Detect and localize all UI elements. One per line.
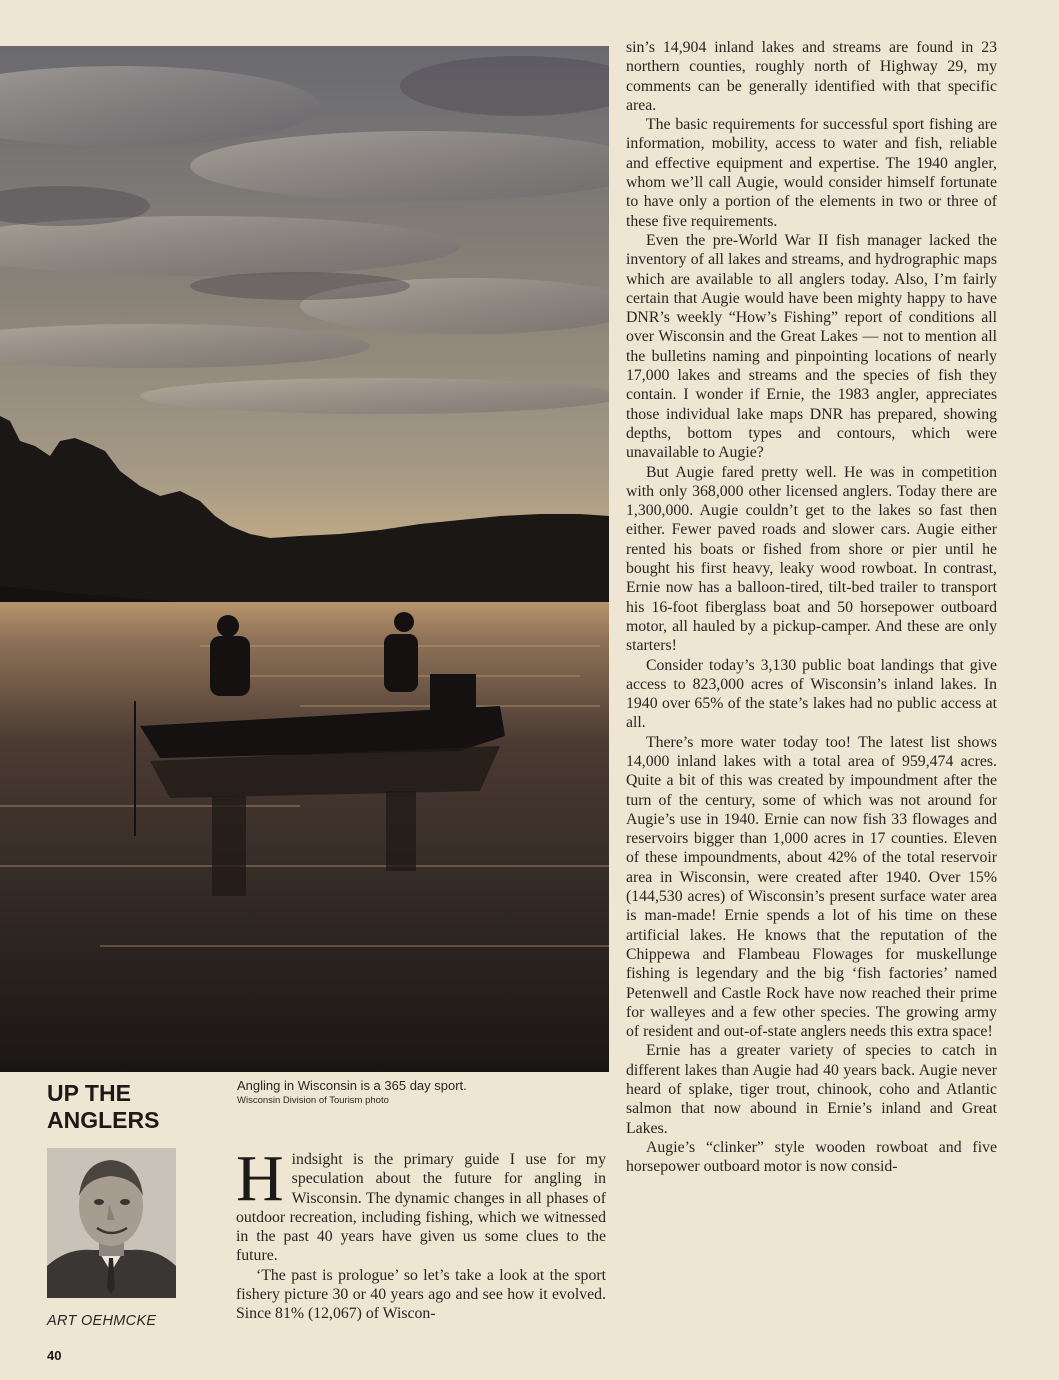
- paragraph: The basic requirements for successful sport fishing are information, mobility, access to water and fish, reliable and effective equipment and expertise. The 1940 angler, whom we’ll call Augie, would consider himself fortunate to have only a portion of the elements in two or three of these five requirements.: [626, 116, 997, 230]
- article-title-line1: UP THE: [47, 1080, 131, 1106]
- drop-cap: H: [236, 1142, 284, 1215]
- article-title-line2: ANGLERS: [47, 1107, 160, 1133]
- author-portrait: [47, 1148, 176, 1298]
- lead-paragraph-text: indsight is the primary guide I use for my speculation about the future for angling in Wisconsin. The dynamic changes in all phases of outdoor recreation, including fishing, which we witnessed in the past 40 years have given us some clues to the future.: [236, 1151, 606, 1265]
- paragraph: Even the pre-World War II fish manager lacked the inventory of all lakes and streams, and hydrographic maps which are available to all anglers today. Also, I’m fairly certain that Augie would have been mighty happy to have DNR’s weekly “How’s Fishing” report of conditions all over Wisconsin and the Great Lakes — not to mention all the bulletins naming and pinpointing locations of nearly 17,000 lakes and streams and the species of fish they contain. I wonder if Ernie, the 1983 angler, appreciates those individual lake maps DNR has prepared, showing depths, bottom types and contours, which were unavailable to Augie?: [626, 231, 997, 462]
- photo-caption: [237, 1078, 607, 1107]
- author-name: ART OEHMCKE: [47, 1313, 157, 1329]
- paragraph: There’s more water today too! The latest list shows 14,000 inland lakes with a total area of 959,474 acres. Quite a bit of this was created by impoundment after the turn of the century, some of which was not around for Augie’s use in 1940. Ernie can now fish 33 flowages and reservoirs bigger than 1,000 acres in 17 counties. Eleven of these impoundments, about 42% of the total reservoir area in Wisconsin, were created after 1940. Over 15% (144,530 acres) of Wisconsin’s present surface water area is man-made! Ernie spends a lot of his time on these artificial lakes. He knows that the reputation of the Chippewa and Flambeau Flowages for muskellunge fishing is legendary and the big ‘fish factories’ named Petenwell and Castle Rock have now reached their prime for walleyes and a few other species. The growing army of resident and out-of-state anglers needs this extra space!: [626, 733, 997, 1041]
- paragraph: Consider today’s 3,130 public boat landings that give access to 823,000 acres of Wisconsin’s inland lakes. In 1940 over 65% of the state’s lakes had no public access at all.: [626, 656, 997, 732]
- article-column-right: [626, 38, 997, 1177]
- paragraph-continuation: sin’s 14,904 inland lakes and streams are found in 23 northern counties, roughly north of Highway 29, my comments can be generally identified with that specific area.: [626, 39, 997, 114]
- paragraph: But Augie fared pretty well. He was in competition with only 368,000 other licensed anglers. Today there are 1,300,000. Augie couldn’t get to the lakes so fast then either. Fewer paved roads and slower cars. Augie either rented his boats or fished from shore or pier until he bought his first heavy, leaky wood rowboat. In contrast, Ernie now has a balloon-tired, tilt-bed trailer to transport his 16-foot fiberglass boat and 50 horsepower outboard motor, all hauled by a pickup-camper. And these are only starters!: [626, 463, 997, 655]
- paragraph: ‘The past is prologue’ so let’s take a look at the sport fishery picture 30 or 40 years ago and see how it evolved. Since 81% (12,067) of Wiscon-: [236, 1266, 606, 1323]
- article-title: [47, 1080, 207, 1134]
- lake-sunset-photo: [0, 46, 609, 1072]
- photo-caption-text: Angling in Wisconsin is a 365 day sport.: [237, 1078, 467, 1093]
- photo-credit: Wisconsin Division of Tourism photo: [237, 1095, 389, 1106]
- page-number: 40: [47, 1348, 62, 1363]
- paragraph: Augie’s “clinker” style wooden rowboat and five horsepower outboard motor is now consid-: [626, 1138, 997, 1176]
- lead-paragraph: [236, 1142, 606, 1266]
- article-column-middle: [236, 1142, 606, 1324]
- paragraph: Ernie has a greater variety of species to catch in different lakes than Augie had 40 years back. Augie never heard of splake, tiger trout, chinook, coho and Atlantic salmon that now abound in Ernie’s inland and Great Lakes.: [626, 1042, 997, 1137]
